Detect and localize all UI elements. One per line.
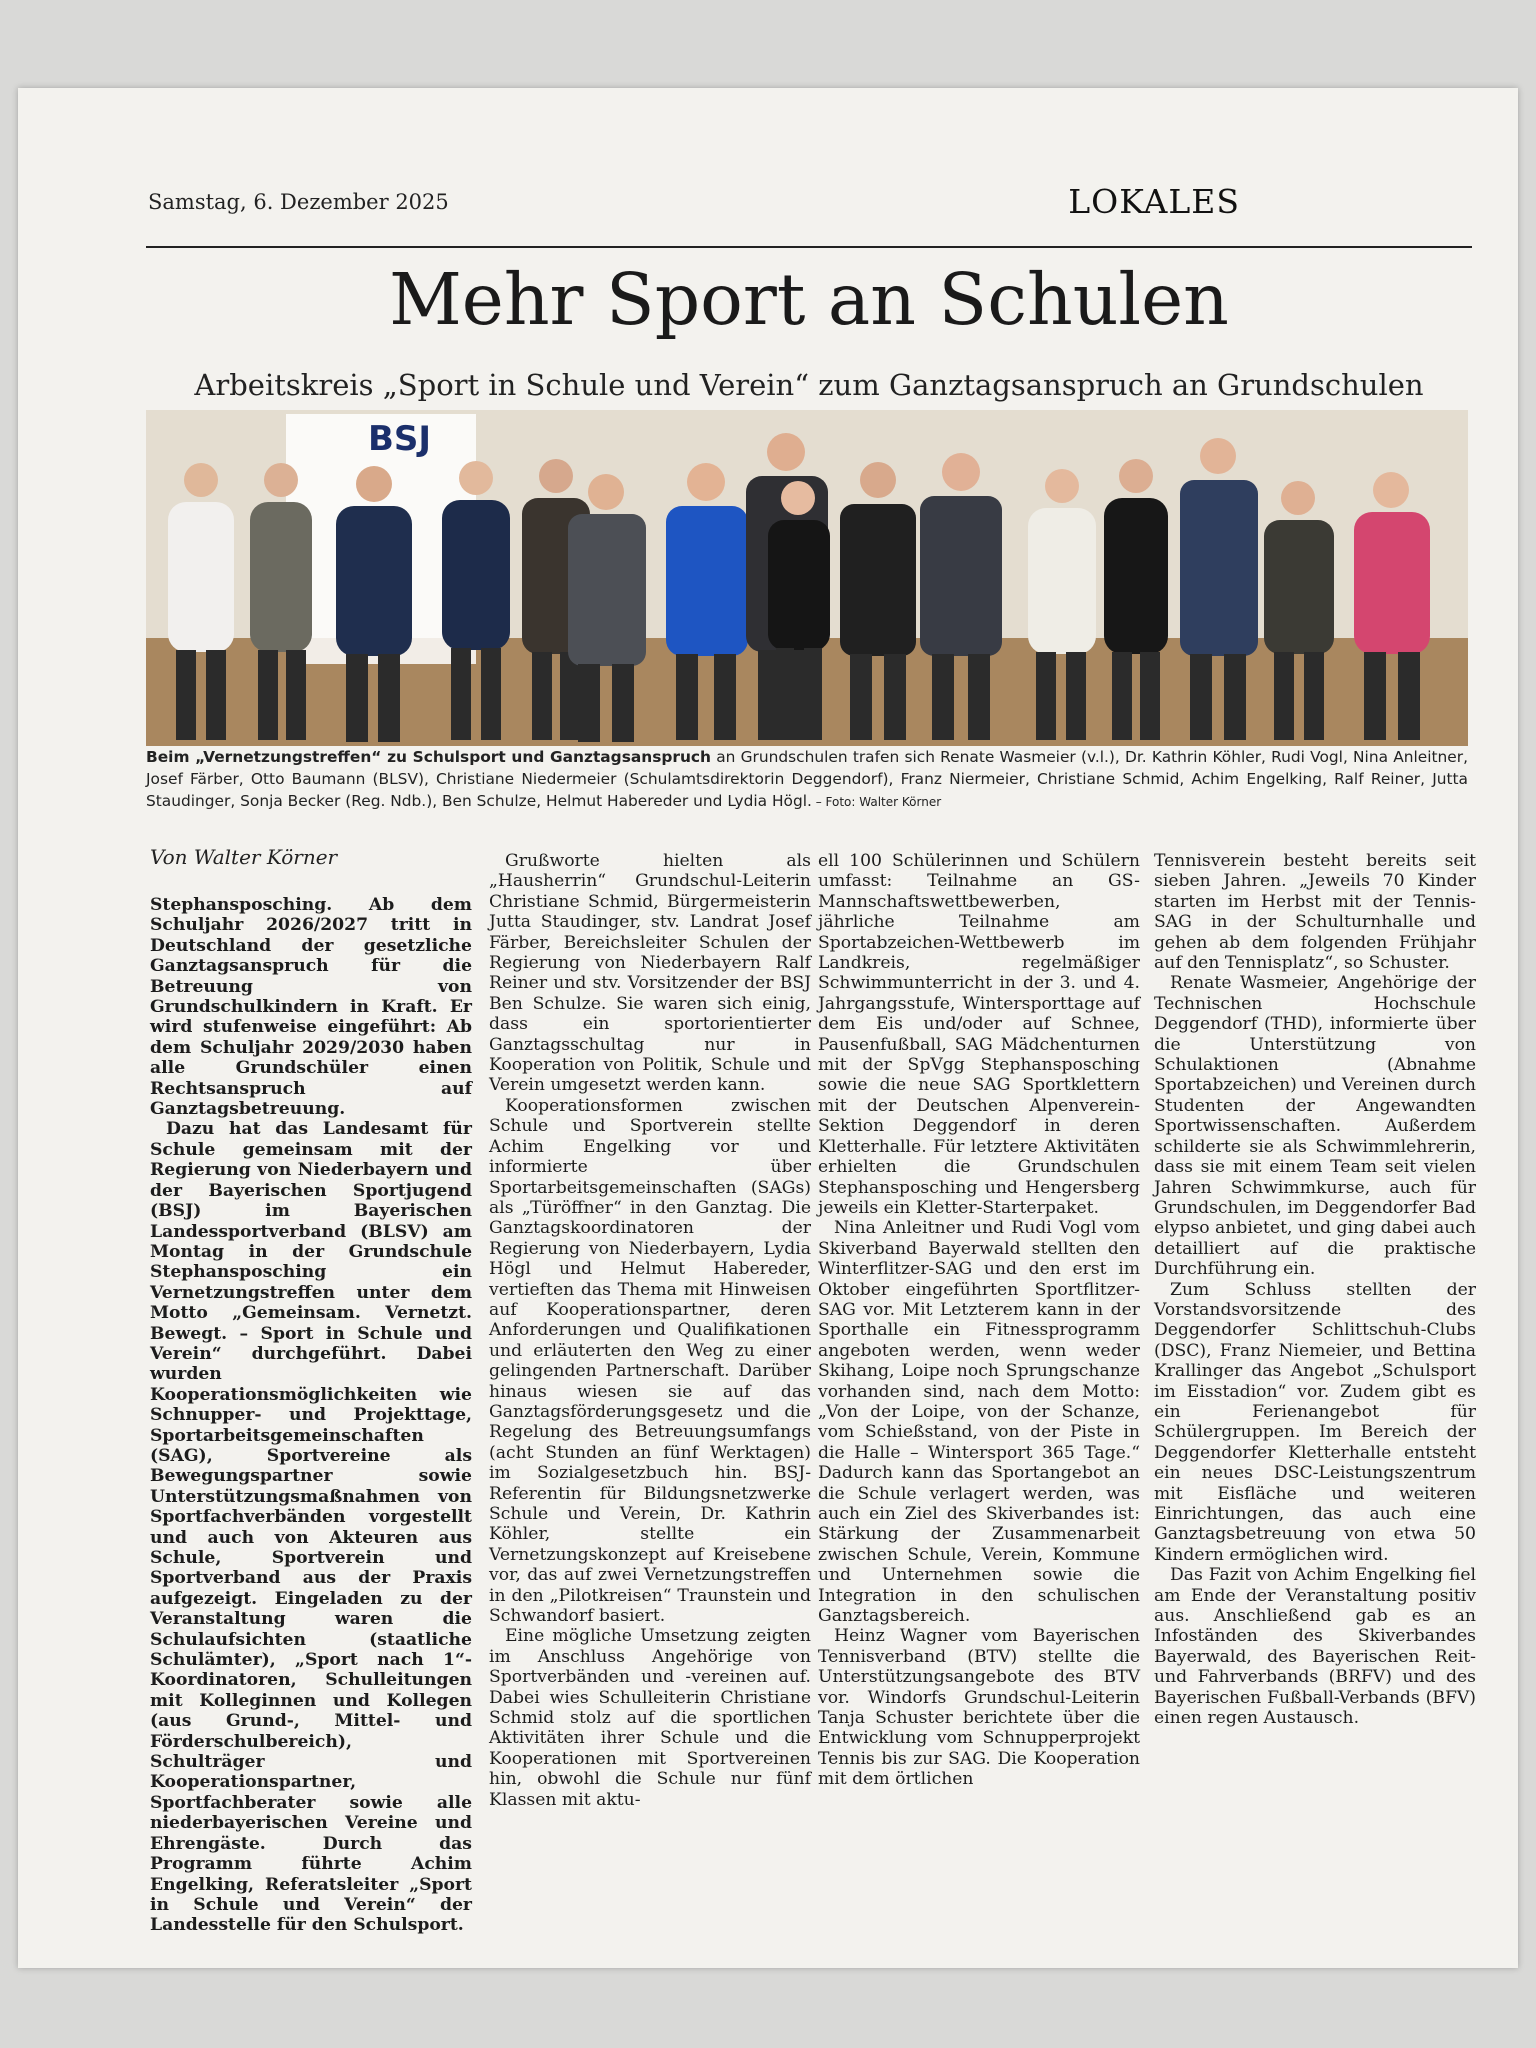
article-column-1 [150,895,472,1936]
paragraph: Nina Anleitner und Rudi Vogl vom Skiverband Bayerwald stellten den Winterflitzer-SAG und den erst im Oktober eingeführten Sportflitzer-SAG vor. Mit Letzterem kann in der Sporthalle ein Fitnessprogramm angeboten werden, wenn weder Skihang, Loipe noch Sprungschanze vorhanden sind, nach dem Motto: „Von der Loipe, von der Schanze, vom Schießstand, von der Piste in die Halle – Wintersport 365 Tage.“ Dadurch kann das Sportangebot an die Schule verlagert werden, was auch ein Ziel des Skiverbandes ist: Stärkung der Zusammenarbeit zwischen Schule, Verein, Kommune und Unternehmen sowie die Integration in den schulischen Ganztagsbereich. [818,1218,1140,1627]
article-column-4 [1154,851,1476,1728]
paragraph: Kooperationsformen zwischen Schule und Sportverein stellte Achim Engelking vor und informierte über Sportarbeitsgemeinschaften (SAGs) als „Türöffner“ in den Ganztag. Die Ganztagskoordinatoren der Regierung von Niederbayern, Lydia Högl und Helmut Habereder, vertieften das Thema mit Hinweisen auf Kooperationspartner, deren Anforderungen und Qualifikationen und erläuterten den Weg zu einer gelingenden Partnerschaft. Darüber hinaus wiesen sie auf das Ganztagsförderungsgesetz und die Regelung des Betreuungsumfangs (acht Stunden an fünf Werktagen) im Sozialgesetzbuch hin. BSJ-Referentin für Bildungsnetzwerke Schule und Verein, Dr. Kathrin Köhler, stellte ein Vernetzungskonzept auf Kreisebene vor, das auf zwei Vernetzungstreffen in den „Pilotkreisen“ Traunstein und Schwandorf basiert. [489,1095,811,1627]
paragraph: Zum Schluss stellten der Vorstandsvorsitzende des Deggendorfer Schlittschuh-Clubs (DSC), Franz Niemeier, und Bettina Krallinger das Angebot „Schulsport im Eisstadion“ vor. Zudem gibt es ein Ferienangebot für Schülergruppen. Im Bereich der Deggendorfer Kletterhalle entsteht ein neues DSC-Leistungszentrum mit Eisfläche und weiteren Einrichtungen, das auch eine Ganztagsbetreuung von etwa 50 Kindern ermöglichen wird. [1154,1279,1476,1565]
paragraph: Eine mögliche Umsetzung zeigten im Anschluss Angehörige von Sportverbänden und -vereinen auf. Dabei wies Schulleiterin Christiane Schmid stolz auf die sportlichen Aktivitäten ihrer Schule und die Kooperationen mit Sportvereinen hin, obwohl die Schule nur fünf Klassen mit aktu- [489,1626,811,1810]
paragraph: Renate Wasmeier, Angehörige der Technischen Hochschule Deggendorf (THD), informierte über die Unterstützung von Schulaktionen (Abnahme Sportabzeichen) und Vereinen durch Studenten der Angewandten Sportwissenschaften. Außerdem schilderte sie als Schwimmlehrerin, dass sie mit einem Team seit vielen Jahren Schwimmkurse, auch für Grundschulen, im Deggendorfer Bad elypso anbietet, und ging dabei auch detailliert auf die praktische Durchführung ein. [1154,973,1476,1280]
byline: Von Walter Körner [150,845,338,869]
issue-date: Samstag, 6. Dezember 2025 [148,190,449,214]
photo-credit: – Foto: Walter Körner [811,795,942,809]
caption-text: an Grundschulen trafen sich Renate Wasmeier (v.l.), Dr. Kathrin Köhler, Rudi Vogl, Nina Anleitner, Josef Färber, Otto Baumann (BLSV), Christiane Niedermeier (Schulamtsdirektorin Deggendorf), Franz Niermeier, Christiane Schmid, Achim Engelking, Ralf Reiner, Jutta Staudinger, Sonja Becker (Reg. Ndb.), Ben Schulze, Helmut Habereder und Lydia Högl. [146,748,1468,810]
article-column-2 [489,851,811,1810]
paragraph: Das Fazit von Achim Engelking fiel am Ende der Veranstaltung positiv aus. Anschließend gab es an Infoständen des Skiverbandes Bayerwald, des Bayerischen Reit- und Fahrverbands (BRFV) und des Bayerischen Fußball-Verbands (BFV) einen regen Austausch. [1154,1565,1476,1729]
photo-caption [146,746,1468,813]
article-column-3 [818,851,1140,1790]
paragraph: Grußworte hielten als „Hausherrin“ Grundschul-Leiterin Christiane Schmid, Bürgermeisterin Jutta Staudinger, stv. Landrat Josef Färber, Bereichsleiter Schulen der Regierung von Niederbayern Ralf Reiner und stv. Vorsitzender der BSJ Ben Schulze. Sie waren sich einig, dass ein sportorientierter Ganztagsschultag nur in Kooperation von Politik, Schule und Verein umgesetzt werden kann. [489,851,811,1096]
article-headline: Mehr Sport an Schulen [389,258,1229,341]
section-title: LOKALES [1068,182,1240,221]
page-header [146,182,1472,248]
paragraph: Heinz Wagner vom Bayerischen Tennisverband (BTV) stellte die Unterstützungsangebote des BTV vor. Windorfs Grundschul-Leiterin Tanja Schuster berichtete über die Entwicklung vom Schnupperprojekt Tennis bis zur SAG. Die Kooperation mit dem örtlichen [818,1626,1140,1790]
paragraph: ell 100 Schülerinnen und Schülern umfasst: Teilnahme an GS-Mannschaftswettbewerben, jährliche Teilnahme am Sportabzeichen-Wettbewerb im Landkreis, regelmäßiger Schwimmunterricht in der 3. und 4. Jahrgangsstufe, Wintersporttage auf dem Eis und/oder auf Schnee, Pausenfußball, SAG Mädchenturnen mit der SpVgg Stephansposching sowie die neue SAG Sportklettern mit der Deutschen Alpenverein-Sektion Deggendorf in deren Kletterhalle. Für letztere Aktivitäten erhielten die Grundschulen Stephansposching und Hengersberg jeweils ein Kletter-Starterpaket. [818,851,1140,1218]
paragraph: Stephansposching. Ab dem Schuljahr 2026/2027 tritt in Deutschland der gesetzliche Ganztagsanspruch für die Betreuung von Grundschulkindern in Kraft. Er wird stufenweise eingeführt: Ab dem Schuljahr 2029/2030 haben alle Grundschüler einen Rechtsanspruch auf Ganztagsbetreuung. [150,895,472,1120]
caption-lead: Beim „Vernetzungstreffen“ zu Schulsport und Ganztagsanspruch [146,748,712,766]
photo-banner-text: BSJ [368,419,432,459]
group-photo [146,410,1468,746]
article-subheadline: Arbeitskreis „Sport in Schule und Verein“ zum Ganztagsanspruch an Grundschulen [194,368,1424,402]
paragraph: Tennisverein besteht bereits seit sieben Jahren. „Jeweils 70 Kinder starten im Herbst mit der Tennis-SAG in der Schulturnhalle und gehen ab dem folgenden Frühjahr auf den Tennisplatz“, so Schuster. [1154,851,1476,974]
paragraph: Dazu hat das Landesamt für Schule gemeinsam mit der Regierung von Niederbayern und der Bayerischen Sportjugend (BSJ) im Bayerischen Landessportverband (BLSV) am Montag in der Grundschule Stephansposching ein Vernetzungstreffen unter dem Motto „Gemeinsam. Vernetzt. Bewegt. – Sport in Schule und Verein“ durchgeführt. Dabei wurden Kooperationsmöglichkeiten wie Schnupper- und Projekttage, Sportarbeitsgemeinschaften (SAG), Sportvereine als Bewegungspartner sowie Unterstützungsmaßnahmen von Sportfachverbänden vorgestellt und auch von Akteuren aus Schule, Sportverein und Sportverband aus der Praxis aufgezeigt. Eingeladen zu der Veranstaltung waren die Schulaufsichten (staatliche Schulämter), „Sport nach 1“-Koordinatoren, Schulleitungen mit Kolleginnen und Kollegen (aus Grund-, Mittel- und Förderschulbereich), Schulträger und Kooperationspartner, Sportfachberater sowie alle niederbayerischen Vereine und Ehrengäste. Durch das Programm führte Achim Engelking, Referatsleiter „Sport in Schule und Verein“ der Landesstelle für den Schulsport. [150,1119,472,1936]
